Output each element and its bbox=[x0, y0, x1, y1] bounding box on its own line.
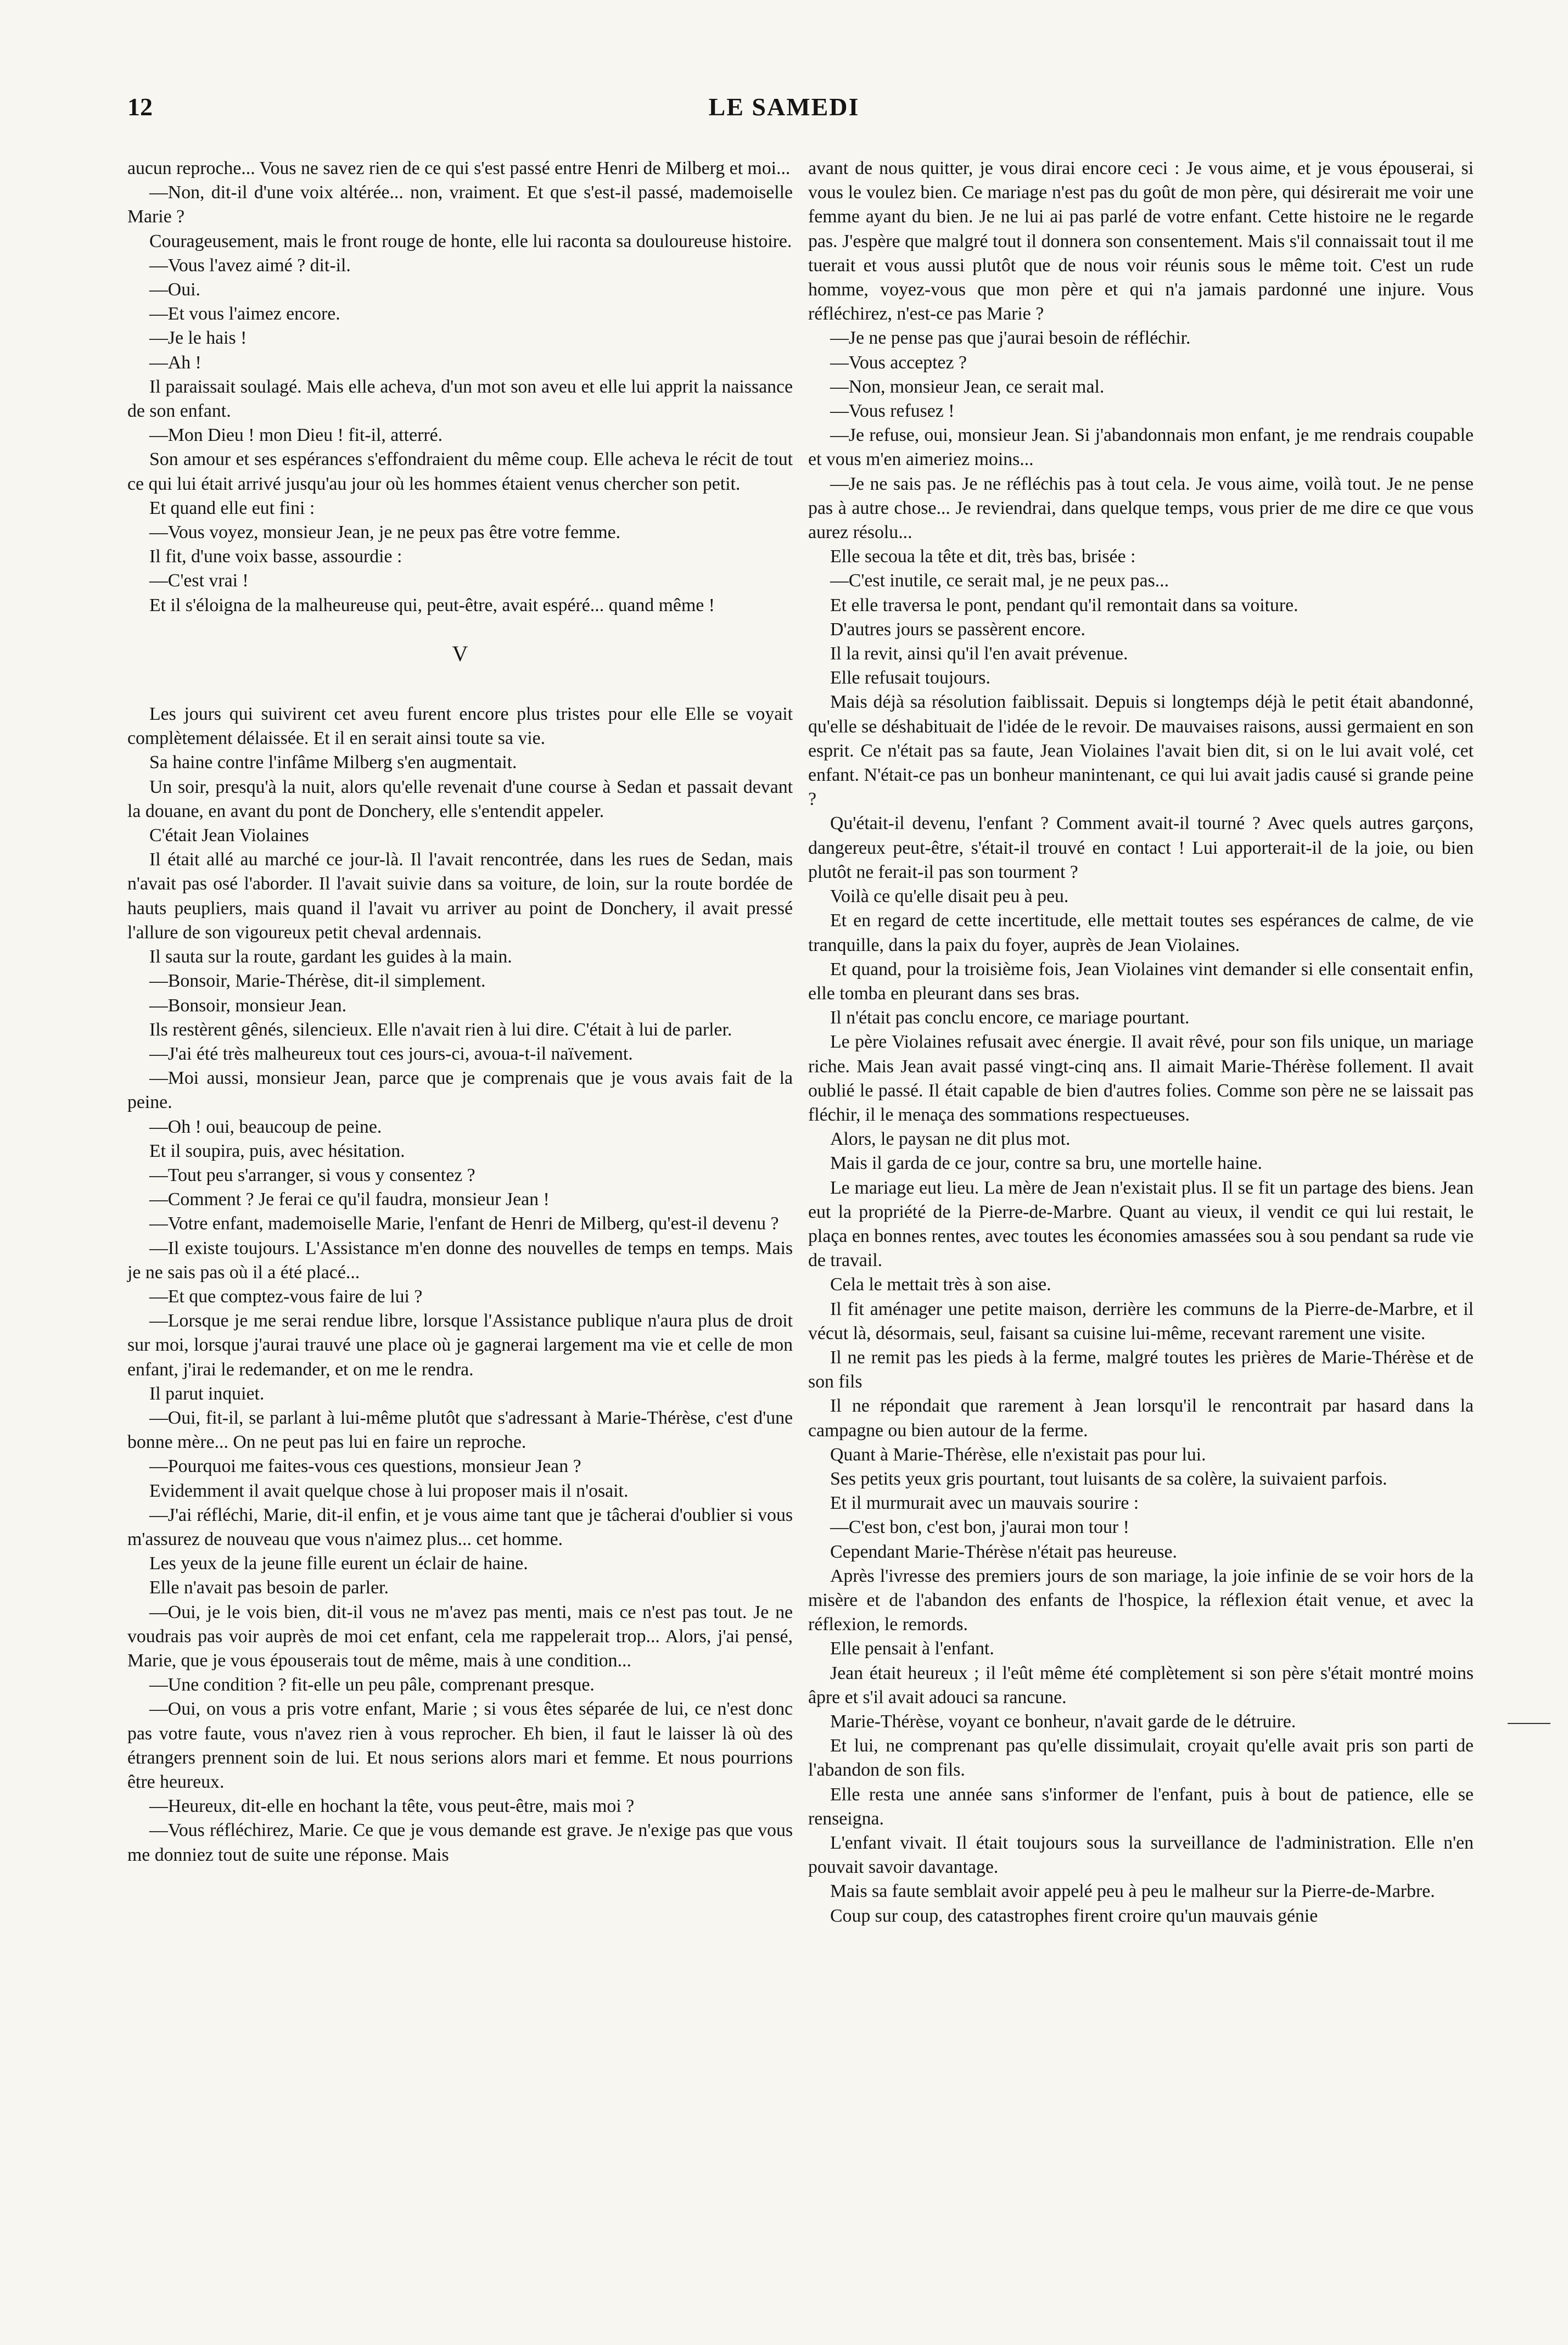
paragraph: Il parut inquiet. bbox=[149, 1383, 265, 1404]
paragraph: —Oui. bbox=[149, 279, 200, 300]
paragraph: Coup sur coup, des catastrophes firent croire qu'un mauvais génie bbox=[830, 1905, 1318, 1926]
paragraph: —Ah ! bbox=[149, 352, 201, 373]
running-title: LE SAMEDI bbox=[708, 93, 860, 121]
paragraph: Mais il garda de ce jour, contre sa bru, une mortelle haine. bbox=[830, 1153, 1262, 1174]
paragraph: —Oui, on vous a pris votre enfant, Marie ; si vous êtes séparée de lui, ce n'est donc pas votre faute, vous n'avez rien à vous reprocher. Eh bien, il faut le laisser là où des étrangers prennent soin de lui. Et nous serions alors mari et femme. Et nous pourrions être heureux. bbox=[127, 1699, 793, 1792]
paragraph: —Vous refusez ! bbox=[830, 401, 955, 422]
paragraph: Et en regard de cette incertitude, elle mettait toutes ses espérances de calme, de vie tranquille, dans la paix du foyer, auprès de Jean Violaines. bbox=[808, 910, 1474, 955]
paragraph: Et quand, pour la troisième fois, Jean Violaines vint demander si elle consentait enfin, elle tomba en pleurant dans ses bras. bbox=[808, 959, 1474, 1004]
paragraph: Il était allé au marché ce jour-là. Il l'avait rencontrée, dans les rues de Sedan, mais n'avait pas osé l'aborder. Il l'avait suivie dans sa voiture, de loin, sur la route bordée de hauts peupliers, mais quand il l'avait vu arriver au point de Donchery, il avait pressé l'allure de son vigoureux petit cheval ardennais. bbox=[127, 849, 793, 943]
paragraph: —Lorsque je me serai rendue libre, lorsque l'Assistance publique n'aura plus de droit sur moi, lorsque j'aurai trauvé une place où je gagnerai largement ma vie et celle de mon enfant, j'irai le redemander, et on me le rendra. bbox=[127, 1311, 793, 1380]
paragraph: —Oui, je le vois bien, dit-il vous ne m'avez pas menti, mais ce n'est pas tout. Je ne voudrais pas voir auprès de moi cet enfant, cela me rappelerait trop... Alors, j'ai pensé, Marie, que je vous épouserais tout de même, mais à une condition... bbox=[127, 1602, 793, 1671]
paragraph: C'était Jean Violaines bbox=[149, 825, 309, 846]
paragraph: Après l'ivresse des premiers jours de son mariage, la joie infinie de se voir hors de la misère et de l'abandon des enfants de l'hospice, la réflexion était venue, et avec la réflexion, le remords. bbox=[808, 1565, 1474, 1635]
paragraph: Un soir, presqu'à la nuit, alors qu'elle revenait d'une course à Sedan et passait devant la douane, en avant du pont de Donchery, elle s'entendit appeler. bbox=[127, 776, 793, 821]
paragraph: L'enfant vivait. Il était toujours sous la surveillance de l'administration. Elle n'en pouvait savoir davantage. bbox=[808, 1833, 1474, 1878]
paragraph: —C'est bon, c'est bon, j'aurai mon tour ! bbox=[830, 1517, 1129, 1538]
paragraph: avant de nous quitter, je vous dirai encore ceci : Je vous aime, et je vous épouserai, si vous le voulez bien. Ce mariage n'est pas du goût de mon père, qui désirerait me voir une femme ayant du bien. Je ne lui ai pas parlé de votre enfant. Cette histoire ne le regarde pas. J'espère que malgré tout il donnera son consentement. Mais s'il connaissait tout il me tuerait et vous aussi plutôt que de nous voir réunis sous le même toit. C'est un rude homme, voyez-vous que mon père et qui n'a jamais pardonné une injure. Vous réfléchirez, n'est-ce pas Marie ? bbox=[808, 158, 1474, 324]
paragraph: Voilà ce qu'elle disait peu à peu. bbox=[830, 886, 1069, 907]
paragraph: —Bonsoir, Marie-Thérèse, dit-il simplement. bbox=[149, 971, 486, 992]
paragraph: Mais sa faute semblait avoir appelé peu à peu le malheur sur la Pierre-de-Marbre. bbox=[830, 1881, 1435, 1902]
paragraph: —Vous voyez, monsieur Jean, je ne peux pas être votre femme. bbox=[149, 522, 621, 543]
paragraph: Il fit aménager une petite maison, derrière les communs de la Pierre-de-Marbre, et il vécut là, désormais, seul, faisant sa cuisine lui-même, recevant rarement une visite. bbox=[808, 1299, 1474, 1344]
paragraph: Elle n'avait pas besoin de parler. bbox=[149, 1577, 389, 1598]
paragraph: Jean était heureux ; il l'eût même été complètement si son père s'était montré moins âpre et s'il avait adouci sa rancune. bbox=[808, 1663, 1474, 1708]
paragraph: —Une condition ? fit-elle un peu pâle, comprenant presque. bbox=[149, 1675, 595, 1695]
paragraph: —Je ne sais pas. Je ne réfléchis pas à tout cela. Je vous aime, voilà tout. Je ne pense pas à autre chose... Je reviendrai, dans quelque temps, vous prier de me dire ce que vous aurez résolu... bbox=[808, 473, 1474, 543]
paragraph: —Non, monsieur Jean, ce serait mal. bbox=[830, 376, 1105, 397]
paragraph: Quant à Marie-Thérèse, elle n'existait pas pour lui. bbox=[830, 1444, 1206, 1465]
paragraph: Les jours qui suivirent cet aveu furent encore plus tristes pour elle Elle se voyait complètement délaissée. Et il en serait ainsi toute sa vie. bbox=[127, 704, 793, 749]
paragraph: Evidemment il avait quelque chose à lui proposer mais il n'osait. bbox=[149, 1480, 629, 1501]
paragraph: —C'est inutile, ce serait mal, je ne peux pas... bbox=[830, 570, 1169, 591]
paragraph: Marie-Thérèse, voyant ce bonheur, n'avait garde de le détruire. bbox=[830, 1711, 1296, 1732]
paragraph: —Mon Dieu ! mon Dieu ! fit-il, atterré. bbox=[149, 425, 443, 446]
paragraph: —Heureux, dit-elle en hochant la tête, vous peut-être, mais moi ? bbox=[149, 1796, 635, 1817]
chapter-heading: V bbox=[452, 641, 468, 666]
paragraph: Et il soupira, puis, avec hésitation. bbox=[149, 1140, 405, 1161]
paragraph: Il sauta sur la route, gardant les guides à la main. bbox=[149, 947, 512, 967]
paragraph: Il ne remit pas les pieds à la ferme, malgré toutes les prières de Marie-Thérèse et de son fils bbox=[808, 1347, 1474, 1392]
paragraph: Cela le mettait très à son aise. bbox=[830, 1274, 1051, 1295]
paragraph: Son amour et ses espérances s'effondraient du même coup. Elle acheva le récit de tout ce qui lui était arrivé jusqu'au jour où les hommes étaient venus chercher son petit. bbox=[127, 449, 793, 494]
paragraph: —Je ne pense pas que j'aurai besoin de réfléchir. bbox=[830, 328, 1191, 349]
paragraph: Elle refusait toujours. bbox=[830, 668, 990, 689]
paragraph: Le mariage eut lieu. La mère de Jean n'existait plus. Il se fit un partage des biens. Jean eut la propriété de la Pierre-de-Marbre. Quant au vieux, il vendit ce qui lui restait, le plaça en bonnes rentes, avec toutes les économies amassées sou à sou pendant sa rude vie de travail. bbox=[808, 1177, 1474, 1271]
paragraph: —Vous réfléchirez, Marie. Ce que je vous demande est grave. Je n'exige pas que vous me donniez tout de suite une réponse. Mais bbox=[127, 1820, 793, 1865]
margin-mark bbox=[1508, 1723, 1550, 1724]
paragraph: —Votre enfant, mademoiselle Marie, l'enfant de Henri de Milberg, qu'est-il devenu ? bbox=[149, 1213, 779, 1234]
paragraph: —Je le hais ! bbox=[149, 328, 247, 349]
paragraph: —Vous acceptez ? bbox=[830, 352, 967, 373]
paragraph: Alors, le paysan ne dit plus mot. bbox=[830, 1129, 1071, 1150]
paragraph: Et il murmurait avec un mauvais sourire : bbox=[830, 1493, 1139, 1514]
paragraph: Mais déjà sa résolution faiblissait. Depuis si longtemps déjà le petit était abandonné, qu'elle se déshabituait de l'idée de le revoir. De mauvaises raisons, aussi germaient en son esprit. Ce n'était pas sa faute, Jean Violaines l'avait bien dit, si on le lui avait volé, cet enfant. N'était-ce pas un bonheur manintenant, ce qui lui avait jadis causé si grande peine ? bbox=[808, 692, 1474, 810]
paragraph: Il fit, d'une voix basse, assourdie : bbox=[149, 546, 402, 567]
paragraph: Le père Violaines refusait avec énergie. Il avait rêvé, pour son fils unique, un mariage riche. Mais Jean avait passé vingt-cinq ans. Il aimait Marie-Thérèse follement. Il avait oublié le passé. Il était capable de bien d'autres folies. Comme son père ne se laissait pas fléchir, il le menaça des sommations respectueuses. bbox=[808, 1032, 1474, 1125]
paragraph: Il ne répondait que rarement à Jean lorsqu'il le rencontrait par hasard dans la campagne ou bien autour de la ferme. bbox=[808, 1396, 1474, 1441]
paragraph: Courageusement, mais le front rouge de honte, elle lui raconta sa douloureuse histoire. bbox=[149, 231, 792, 251]
paragraph: —Bonsoir, monsieur Jean. bbox=[149, 995, 347, 1016]
paragraph: —Oh ! oui, beaucoup de peine. bbox=[149, 1116, 382, 1137]
paragraph: Ils restèrent gênés, silencieux. Elle n'avait rien à lui dire. C'était à lui de parler. bbox=[149, 1019, 732, 1040]
paragraph: Et il s'éloigna de la malheureuse qui, peut-être, avait espéré... quand même ! bbox=[149, 595, 715, 615]
paragraph: aucun reproche... Vous ne savez rien de ce qui s'est passé entre Henri de Milberg et moi... bbox=[127, 158, 791, 178]
paragraph: —Et que comptez-vous faire de lui ? bbox=[149, 1286, 423, 1307]
right-column bbox=[808, 156, 1474, 1928]
paragraph: —J'ai réfléchi, Marie, dit-il enfin, et je vous aime tant que je tâcherai d'oublier si vous m'assurez de nouveau que vous n'aimez plus... cet homme. bbox=[127, 1504, 793, 1549]
paragraph: —C'est vrai ! bbox=[149, 570, 249, 591]
paragraph: Elle secoua la tête et dit, très bas, brisée : bbox=[830, 546, 1136, 567]
paragraph: —Moi aussi, monsieur Jean, parce que je comprenais que je vous avais fait de la peine. bbox=[127, 1068, 793, 1113]
paragraph: Il la revit, ainsi qu'il l'en avait prévenue. bbox=[830, 643, 1128, 664]
paragraph: Il paraissait soulagé. Mais elle acheva, d'un mot son aveu et elle lui apprit la naissance de son enfant. bbox=[127, 376, 793, 422]
paragraph: Elle pensait à l'enfant. bbox=[830, 1638, 994, 1659]
paragraph: —Non, dit-il d'une voix altérée... non, vraiment. Et que s'est-il passé, mademoiselle Marie ? bbox=[127, 182, 793, 227]
paragraph: Sa haine contre l'infâme Milberg s'en augmentait. bbox=[149, 752, 517, 773]
paragraph: Et elle traversa le pont, pendant qu'il remontait dans sa voiture. bbox=[830, 595, 1298, 615]
paragraph: —Oui, fit-il, se parlant à lui-même plutôt que s'adressant à Marie-Thérèse, c'est d'une bonne mère... On ne peut pas lui en faire un reproche. bbox=[127, 1407, 793, 1453]
paragraph: —Vous l'avez aimé ? dit-il. bbox=[149, 255, 351, 276]
paragraph: Il n'était pas conclu encore, ce mariage pourtant. bbox=[830, 1008, 1190, 1028]
paragraph: Et quand elle eut fini : bbox=[149, 497, 315, 518]
paragraph: Qu'était-il devenu, l'enfant ? Comment avait-il tourné ? Avec quels autres garçons, dangereux peut-être, s'était-il trouvé en contact ! Lui apporterait-il de la joie, ou bien plutôt ne ferait-il pas son tourment ? bbox=[808, 813, 1474, 882]
paragraph: Elle resta une année sans s'informer de l'enfant, puis à bout de patience, elle se renseigna. bbox=[808, 1784, 1474, 1829]
paragraph: Et lui, ne comprenant pas qu'elle dissimulait, croyait qu'elle avait pris son parti de l'abandon de son fils. bbox=[808, 1736, 1474, 1781]
paragraph: Cependant Marie-Thérèse n'était pas heureuse. bbox=[830, 1541, 1177, 1562]
paragraph: Ses petits yeux gris pourtant, tout luisants de sa colère, la suivaient parfois. bbox=[830, 1468, 1387, 1489]
paragraph: —Je refuse, oui, monsieur Jean. Si j'abandonnais mon enfant, je me rendrais coupable et vous m'en aimeriez moins... bbox=[808, 425, 1474, 470]
left-column bbox=[127, 156, 793, 1867]
paragraph: —Il existe toujours. L'Assistance m'en donne des nouvelles de temps en temps. Mais je ne sais pas où il a été placé... bbox=[127, 1238, 793, 1283]
paragraph: D'autres jours se passèrent encore. bbox=[830, 619, 1085, 640]
paragraph: —Et vous l'aimez encore. bbox=[149, 304, 340, 324]
paragraph: —Pourquoi me faites-vous ces questions, monsieur Jean ? bbox=[149, 1456, 581, 1477]
paragraph: —Comment ? Je ferai ce qu'il faudra, monsieur Jean ! bbox=[149, 1189, 550, 1210]
page-number: 12 bbox=[127, 93, 153, 121]
paragraph: —Tout peu s'arranger, si vous y consentez ? bbox=[149, 1165, 475, 1185]
page-header bbox=[127, 92, 1441, 136]
paragraph: —J'ai été très malheureux tout ces jours-ci, avoua-t-il naïvement. bbox=[149, 1043, 633, 1064]
paragraph: Les yeux de la jeune fille eurent un éclair de haine. bbox=[149, 1553, 528, 1574]
